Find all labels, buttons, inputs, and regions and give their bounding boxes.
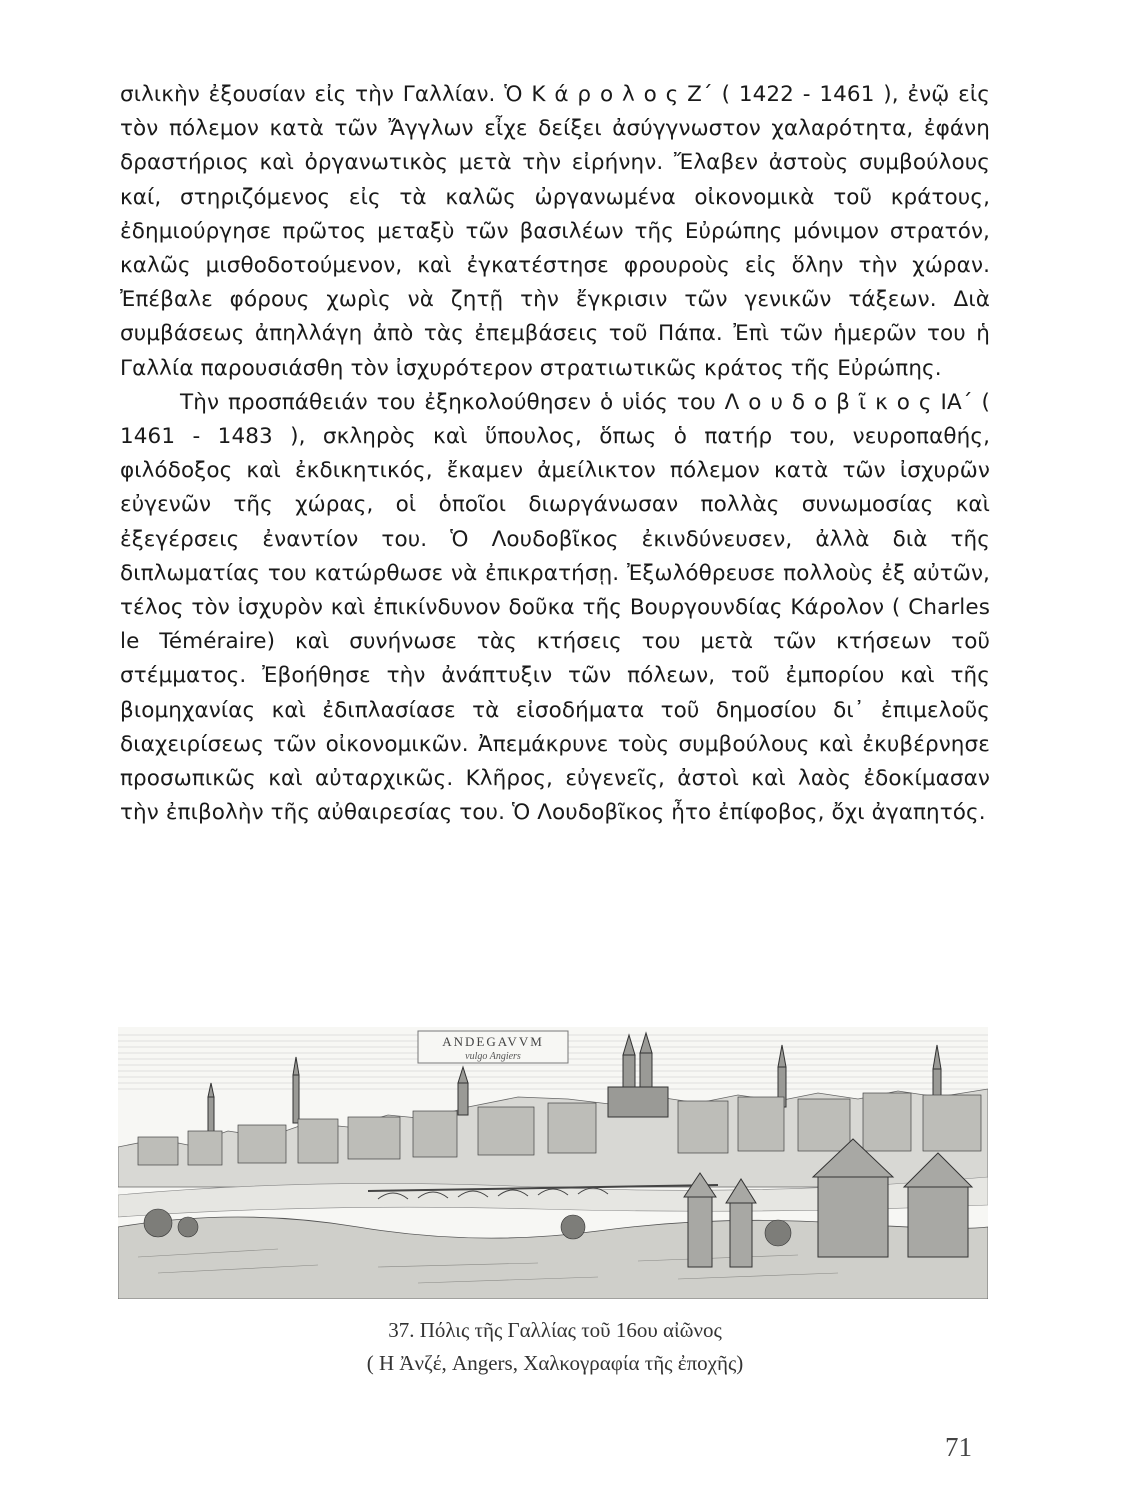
figure-caption-line-1: 37. Πόλις τῆς Γαλλίας τοῦ 16ου αἰῶνος <box>388 1318 722 1342</box>
body-text <box>120 78 990 830</box>
paragraph-2: Τὴν προσπάθειάν του ἐξηκολούθησεν ὁ υἱός του Λ ο υ δ ο β ῖ κ ο ς ΙΑ΄ ( 1461 - 1483 ), σκληρὸς καὶ ὕπουλος, ὅπως ὁ πατήρ του, νευροπαθής, φιλόδοξος καὶ ἐκδικητικός, ἔκαμεν ἀμείλικτον πόλεμον κατὰ τῶν ἰσχυρῶν εὐγενῶν τῆς χώρας, οἱ ὁποῖοι διωργάνωσαν πολλὰς συνωμοσίας καὶ ἐξεγέρσεις ἐναντίον του. Ὁ Λουδοβῖκος ἐκινδύνευσεν, ἀλλὰ διὰ τῆς διπλωματίας του κατώρθωσε νὰ ἐπικρατήσῃ. Ἐξωλόθρευσε πολλοὺς ἐξ αὐτῶν, τέλος τὸν ἰσχυρὸν καὶ ἐπικίνδυνον δοῦκα τῆς Βουργουνδίας Κάρολον ( Charles le Téméraire) καὶ συνήνωσε τὰς κτήσεις του μετὰ τῶν κτήσεων τοῦ στέμματος. Ἐβοήθησε τὴν ἀνάπτυξιν τῶν πόλεων, τοῦ ἐμπορίου καὶ τῆς βιομηχανίας καὶ ἐδιπλασίασε τὰ εἰσοδήματα τοῦ δημοσίου δι᾽ ἐπιμελοῦς διαχειρίσεως τῶν οἰκονομικῶν. Ἀπεμάκρυνε τοὺς συμβούλους καὶ ἐκυβέρνησε προσωπικῶς καὶ αὐταρχικῶς. Κλῆρος, εὐγενεῖς, ἀστοὶ καὶ λαὸς ἐδοκίμασαν τὴν ἐπιβολὴν τῆς αὐθαιρεσίας του. Ὁ Λουδοβῖκος ἦτο ἐπίφοβος, ὄχι ἀγαπητός. <box>120 389 990 826</box>
engraving-illustration <box>118 1027 988 1299</box>
page-number: 71 <box>945 1432 972 1462</box>
banner-title: ANDEGAVVM <box>442 1034 544 1049</box>
paragraph-1: σιλικὴν ἐξουσίαν εἰς τὴν Γαλλίαν. Ὁ Κ ά ρ ο λ ο ς Ζ΄ ( 1422 - 1461 ), ἐνῷ εἰς τὸν πόλεμον κατὰ τῶν Ἄγγλων εἶχε δείξει ἀσύγγνωστον χαλαρότητα, ἐφάνη δραστήριος καὶ ὀργανωτικὸς μετὰ τὴν εἰρήνην. Ἔλαβεν ἀστοὺς συμβούλους καί, στηριζόμενος εἰς τὰ καλῶς ὠργανωμένα οἰκονομικὰ τοῦ κράτους, ἐδημιούργησε πρῶτος μεταξὺ τῶν βασιλέων τῆς Εὐρώπης μόνιμον στρατόν, καλῶς μισθοδοτούμενον, καὶ ἐγκατέστησε φρουροὺς εἰς ὅλην τὴν χώραν. Ἐπέβαλε φόρους χωρὶς νὰ ζητῇ τὴν ἔγκρισιν τῶν γενικῶν τάξεων. Διὰ συμβάσεως ἀπηλλάγη ἀπὸ τὰς ἐπεμβάσεις τοῦ Πάπα. Ἐπὶ τῶν ἡμερῶν του ἡ Γαλλία παρουσιάσθη τὸν ἰσχυρότερον στρατιωτικῶς κράτος τῆς Εὐρώπης. <box>120 82 990 381</box>
banner-subtitle: vulgo Angiers <box>465 1051 521 1062</box>
figure-caption-line-2: ( Η Ἀνζέ, Angers, Χαλκογραφία τῆς ἐποχῆς) <box>366 1351 744 1375</box>
engraving-angers <box>118 1027 988 1299</box>
